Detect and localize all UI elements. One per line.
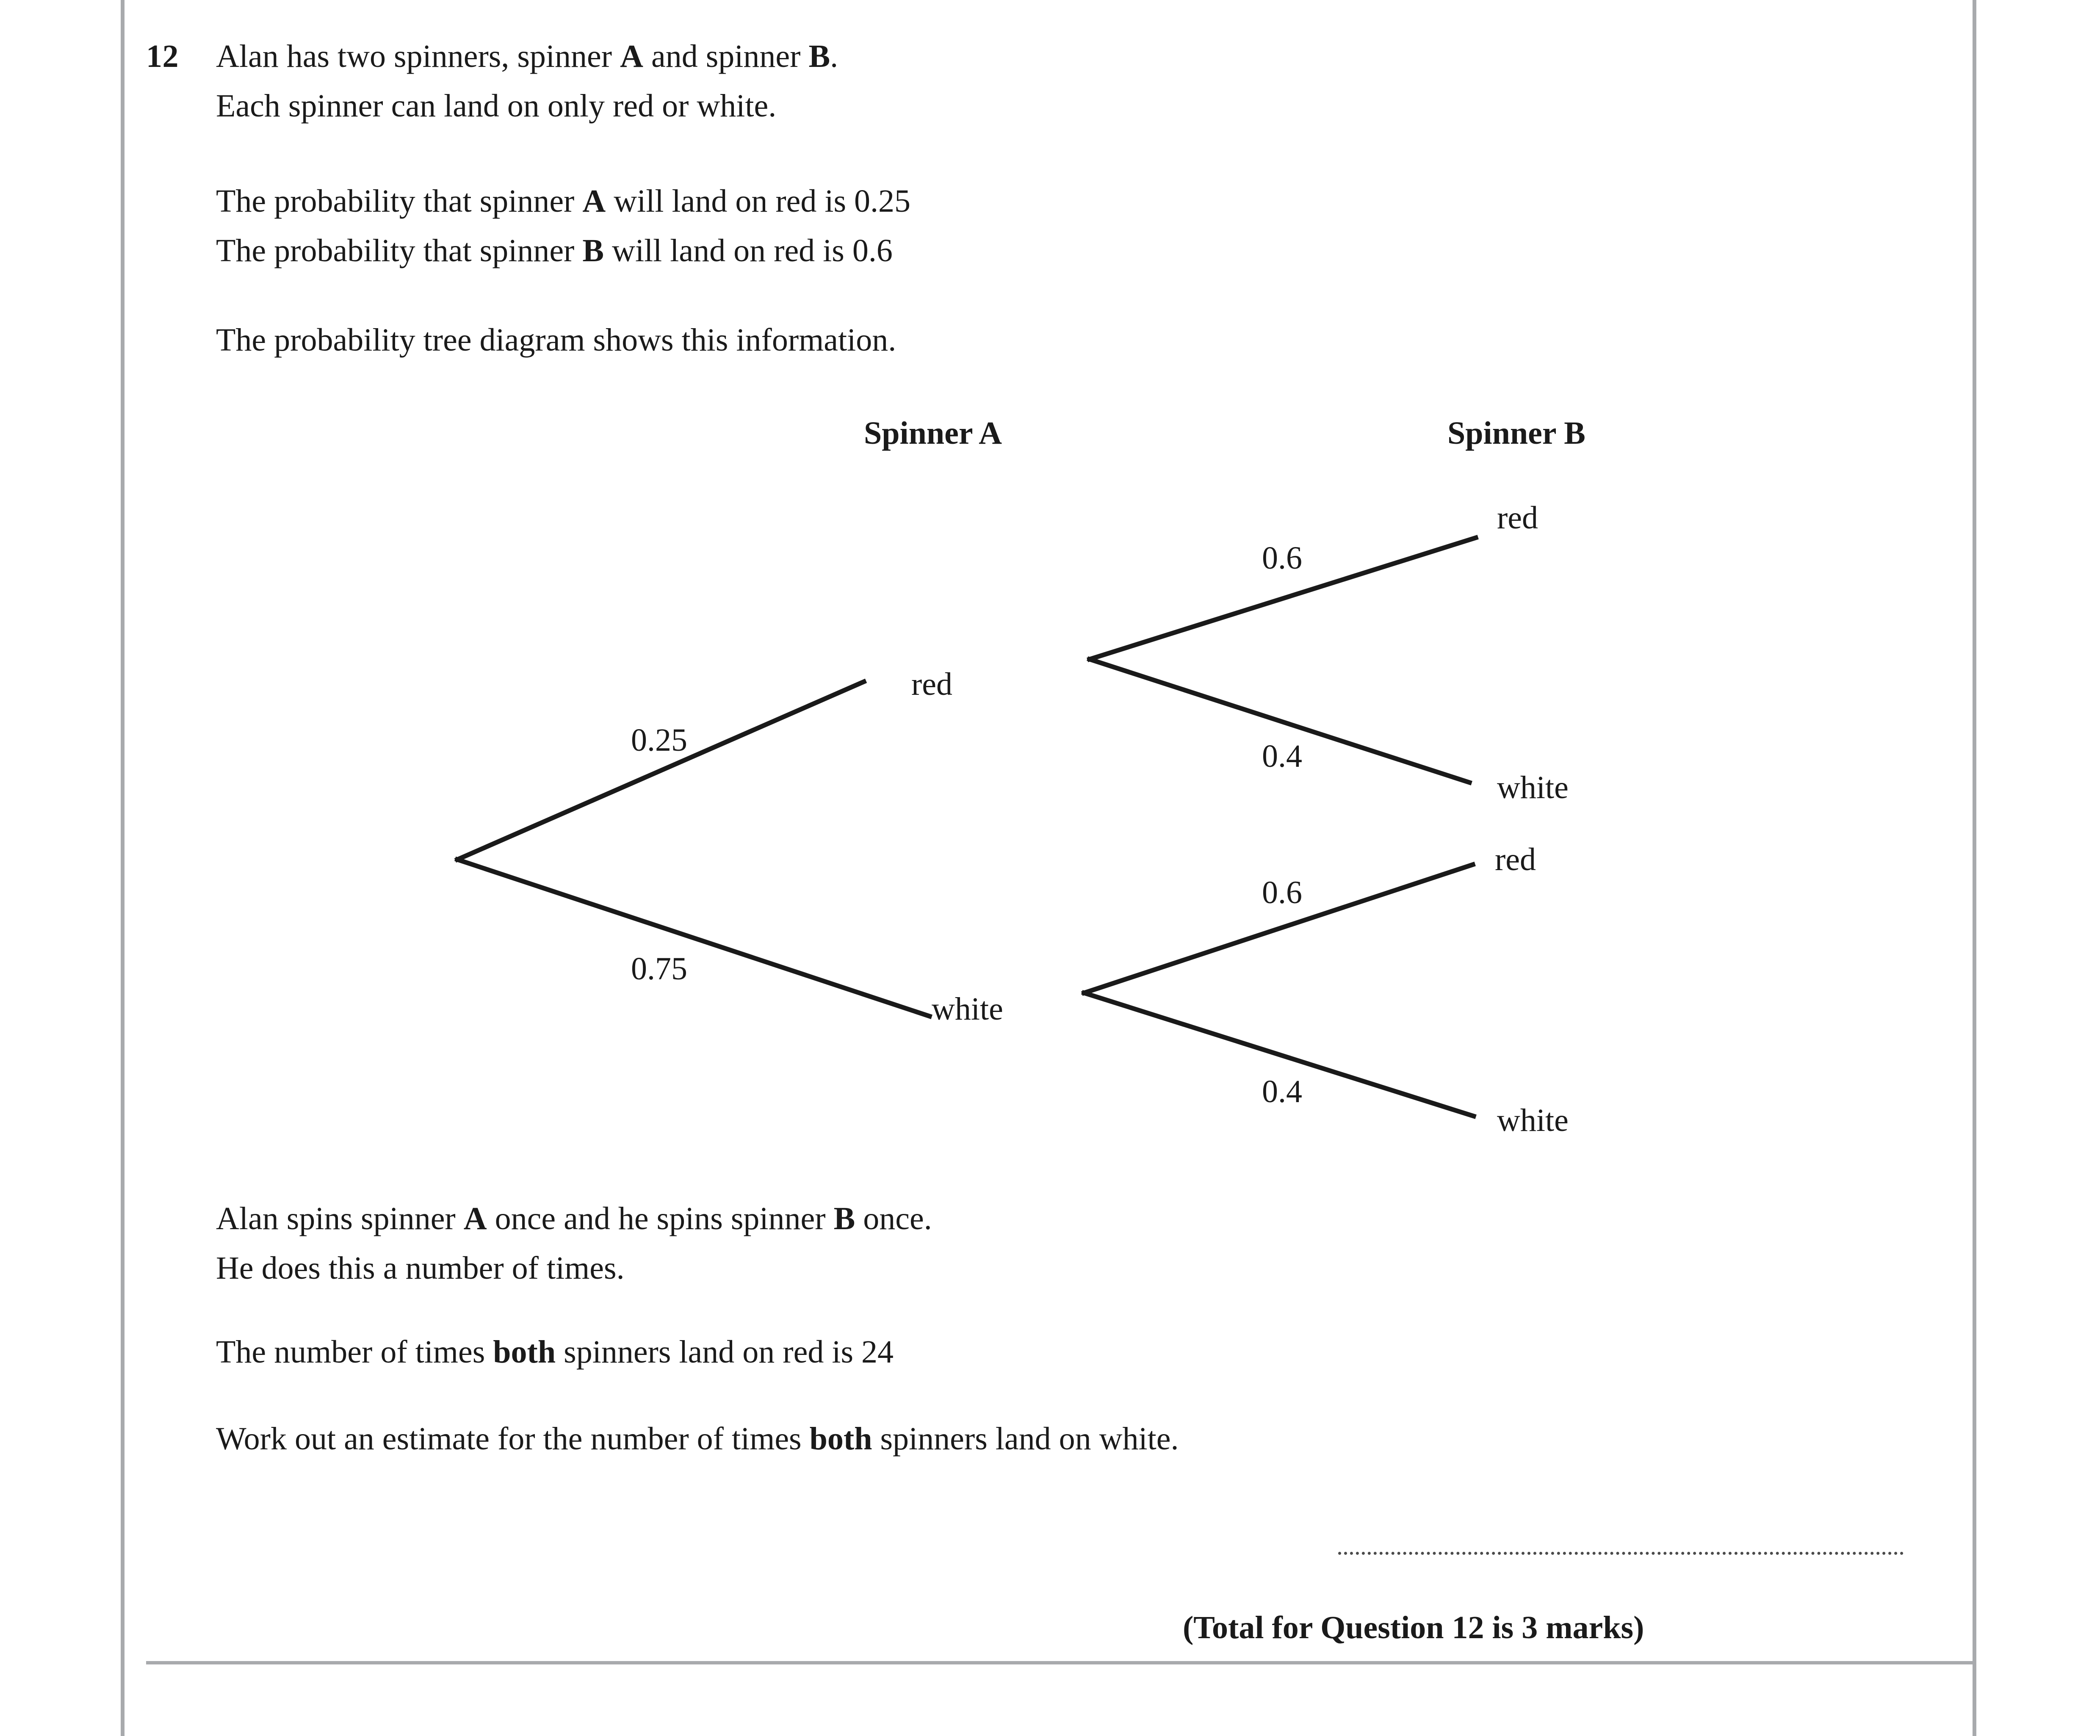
tree-probability-a-white: 0.75 [631,951,687,987]
spins-line-2 [216,1252,625,1284]
task-statement [216,1423,1179,1455]
text-segment: Alan spins spinner [216,1201,464,1236]
text-segment: Work out an estimate for the number of times [216,1421,810,1457]
bold-spinner-b: B [833,1201,855,1236]
tree-probability-b-white-white: 0.4 [1262,1074,1302,1109]
question-marks-total: (Total for Question 12 is 3 marks) [1183,1610,1644,1645]
text-segment: and spinner [643,39,809,74]
spins-line-1 [216,1202,932,1235]
page-bottom-border [146,1661,1973,1664]
bold-spinner-a: A [582,183,606,219]
bold-both: both [809,1421,872,1457]
text-segment: once and he spins spinner [487,1201,834,1236]
question-number: 12 [146,39,179,74]
tree-node-a-white: white [932,991,1003,1027]
page-right-border [1973,0,1976,1736]
tree-node-b-white-red: red [1495,842,1536,877]
tree-node-b-red-white: white [1497,770,1569,805]
tree-probability-b-red-red: 0.6 [1262,540,1302,576]
text-segment: spinners land on red is 24 [556,1334,894,1370]
bold-spinner-b: B [808,39,830,74]
text-segment: spinners land on white. [872,1421,1179,1457]
text-segment: will land on red is 0.6 [604,233,893,268]
tree-node-b-red-red: red [1497,500,1538,536]
text-segment: Alan has two spinners, spinner [216,39,620,74]
tree-probability-a-red: 0.25 [631,722,687,758]
bold-spinner-b: B [582,233,604,268]
branch-a-white [457,860,930,1016]
probability-statement-b [216,235,893,267]
text-segment: The number of times [216,1334,493,1370]
bold-spinner-a: A [620,39,643,74]
bold-both: both [493,1334,556,1370]
given-statement [216,1336,894,1368]
tree-node-a-red: red [911,666,953,702]
text-segment: He does this a number of times. [216,1250,625,1286]
branch-a-red [457,682,864,860]
bold-spinner-a: A [463,1201,487,1236]
tree-diagram-intro: The probability tree diagram shows this information. [216,322,896,358]
text-segment: Each spinner can land on only red or white. [216,88,777,124]
page-left-border [121,0,125,1736]
tree-probability-b-red-white: 0.4 [1262,738,1302,774]
tree-probability-b-white-red: 0.6 [1262,875,1302,910]
tree-header-spinner-b: Spinner B [1447,415,1585,451]
question-intro-line-1 [216,40,838,72]
question-intro-line-2 [216,90,776,122]
answer-dotted-line[interactable] [1338,1548,1904,1555]
text-segment: . [830,39,838,74]
text-segment: will land on red is 0.25 [606,183,911,219]
text-segment: once. [855,1201,932,1236]
text-segment: The probability that spinner [216,233,583,268]
probability-statement-a [216,185,910,217]
tree-header-spinner-a: Spinner A [864,415,1002,451]
text-segment: The probability that spinner [216,183,583,219]
tree-node-b-white-white: white [1497,1103,1569,1138]
